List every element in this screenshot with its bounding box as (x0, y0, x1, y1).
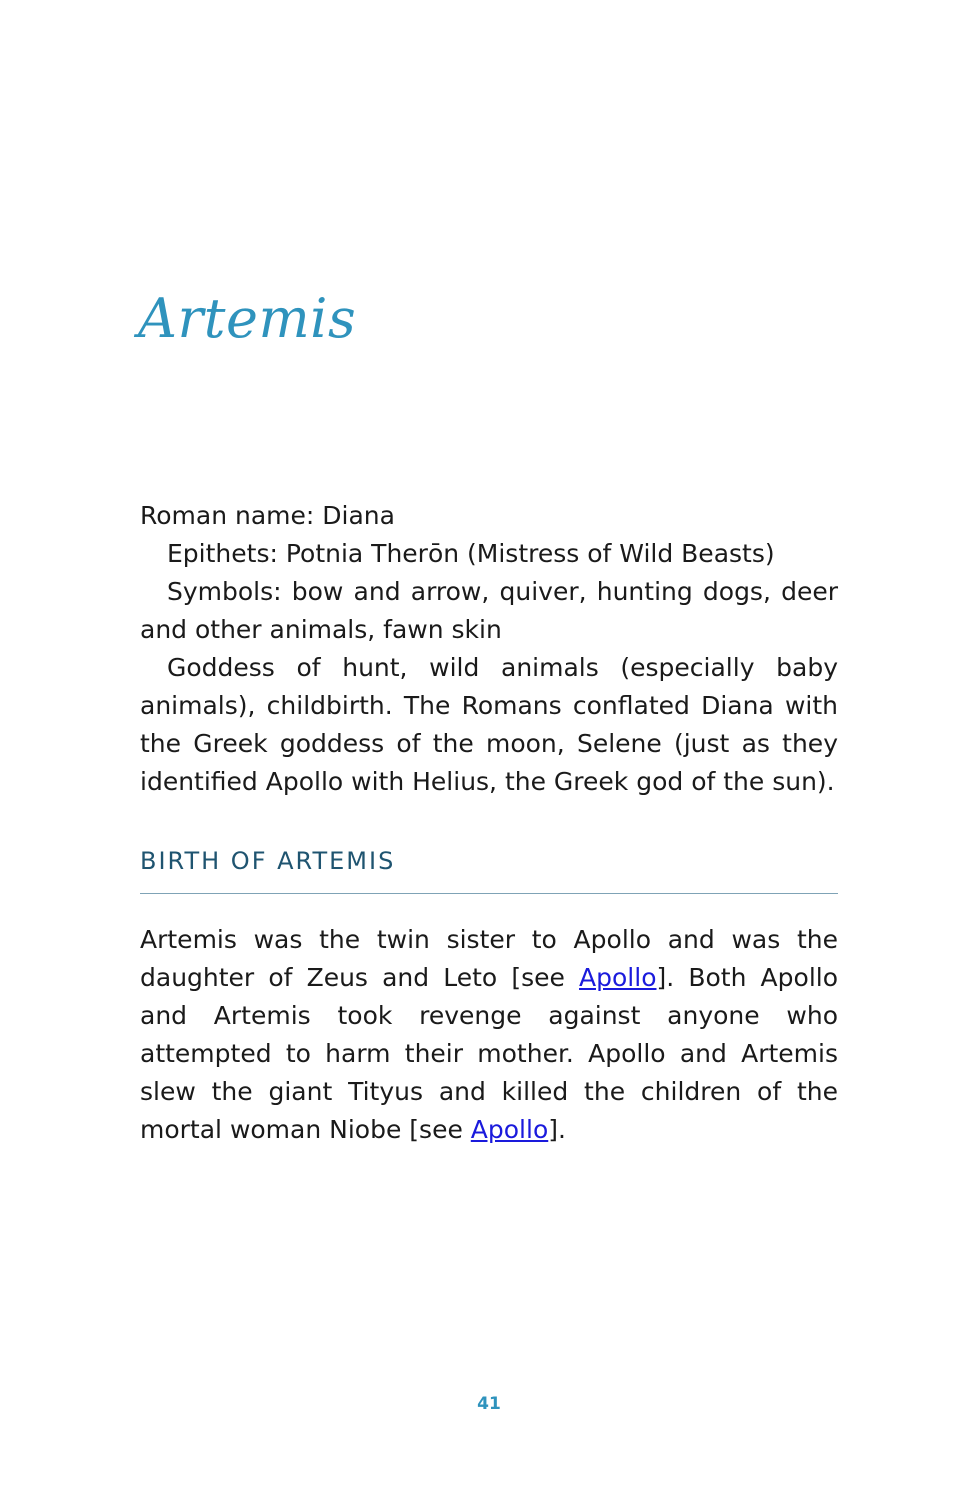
section-paragraph (140, 921, 838, 1149)
section-heading: BIRTH OF ARTEMIS (140, 842, 838, 894)
roman-name: Roman name: Diana (140, 501, 395, 530)
symbols: Symbols: bow and arrow, quiver, hunting dogs, deer and other animals, fawn skin (140, 577, 838, 644)
page-number: 41 (477, 1394, 501, 1414)
epithets: Epithets: Potnia Therōn (Mistress of Wild Beasts) (167, 539, 775, 568)
apollo-link-1[interactable]: Apollo (579, 963, 657, 992)
chapter-title: Artemis (138, 287, 357, 350)
apollo-link-2[interactable]: Apollo (470, 1115, 549, 1144)
paragraph-text-2: ]. Both Apollo and Artemis took revenge against anyone who attempted to harm their mother. Apollo and Artemis slew the giant Tityus and killed the children of the mortal woman Niobe [see (140, 963, 839, 1144)
paragraph-text-3: ]. (548, 1115, 566, 1144)
intro-block (140, 497, 838, 801)
description: Goddess of hunt, wild animals (especially baby animals), childbirth. The Romans conflated Diana with the Greek goddess of the moon, Selene (just as they identified Apollo with Helius, the Greek god of the sun). (140, 653, 838, 796)
paragraph-text-1: Artemis was the twin sister to Apollo and was the daughter of Zeus and Leto [see (140, 925, 838, 992)
page (140, 0, 838, 1511)
